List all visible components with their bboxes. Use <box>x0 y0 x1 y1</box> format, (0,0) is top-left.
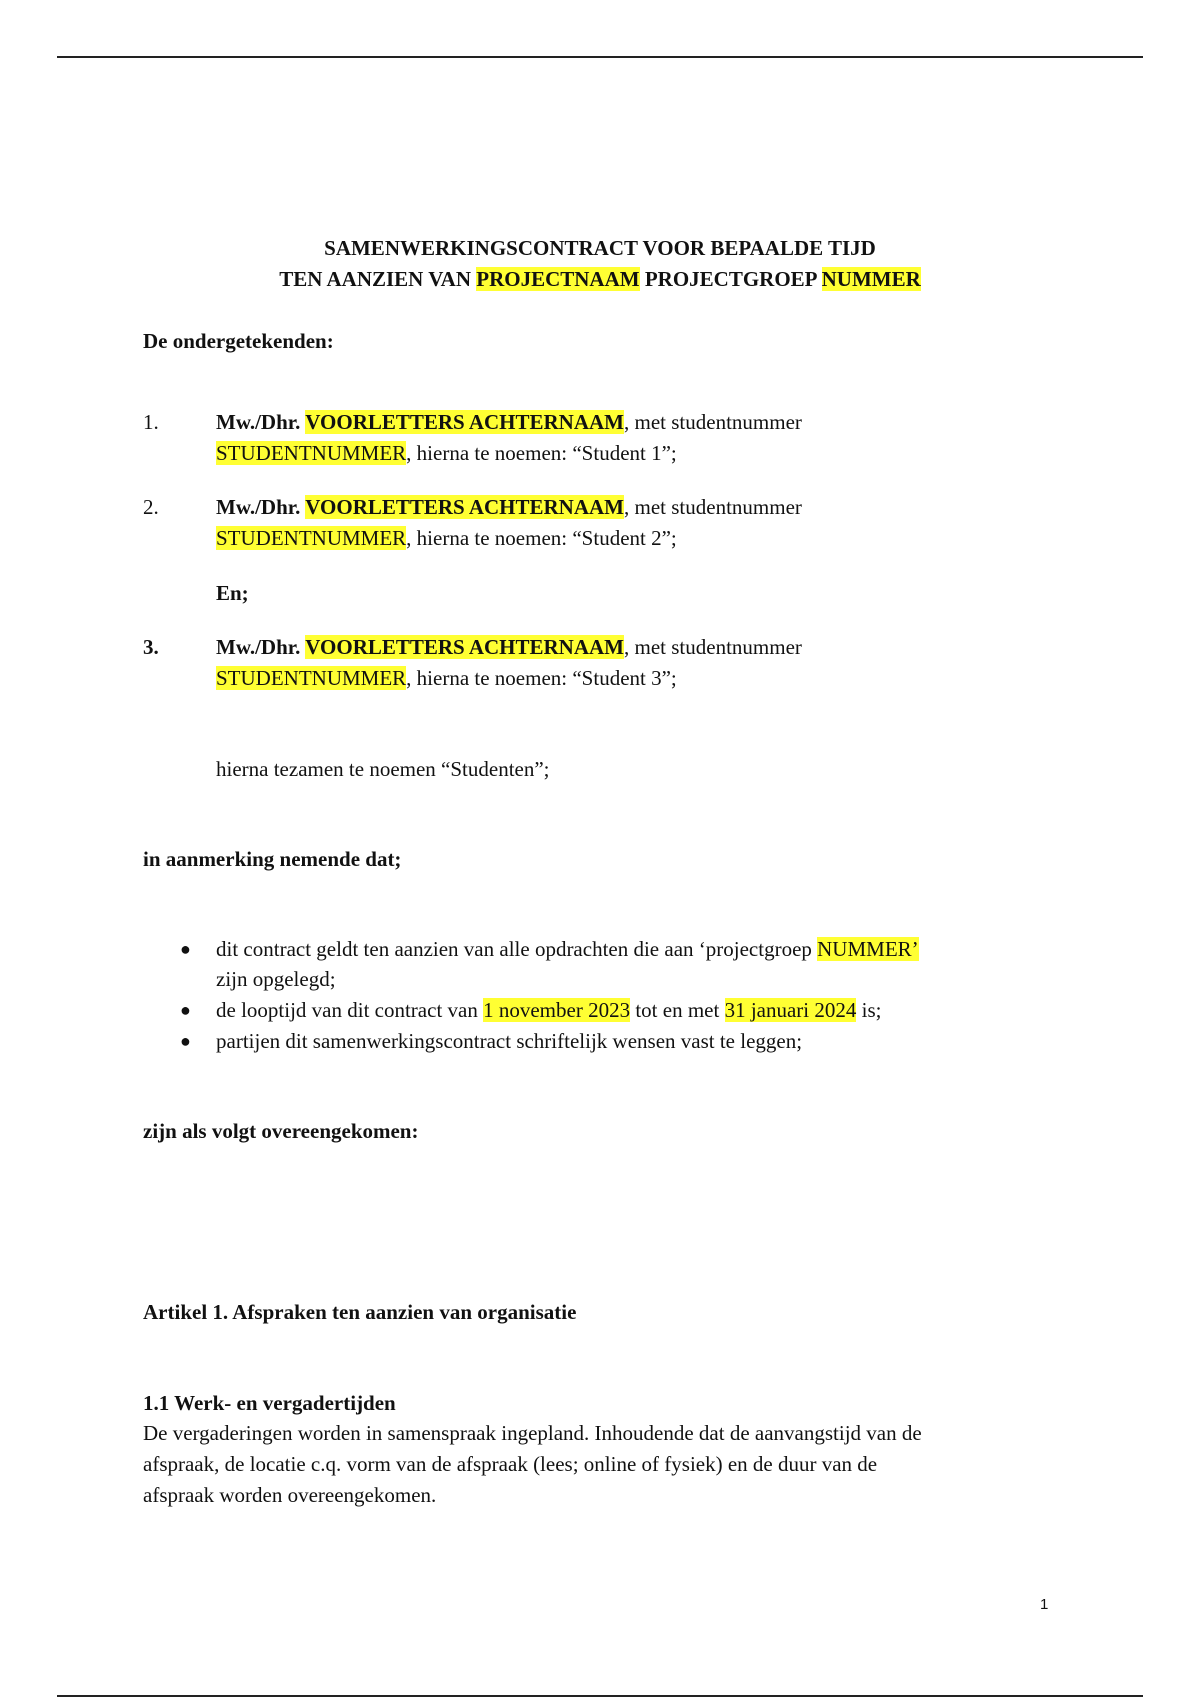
agreed-heading: zijn als volgt overeengekomen: <box>143 1119 419 1143</box>
parties-heading: De ondergetekenden: <box>143 329 334 353</box>
party-1-line-2: STUDENTNUMMER, hierna te noemen: “Student 1”; <box>216 441 677 465</box>
article-1-heading: Artikel 1. Afspraken ten aanzien van organisatie <box>143 1300 577 1324</box>
header-rule <box>57 56 1143 58</box>
considering-heading: in aanmerking nemende dat; <box>143 847 402 871</box>
party-3-line-1: Mw./Dhr. VOORLETTERS ACHTERNAAM, met studentnummer <box>216 635 802 659</box>
party-2-student-number-placeholder: STUDENTNUMMER <box>216 526 407 550</box>
bullet-1-dot: ● <box>180 939 191 959</box>
party-1-number: 1. <box>143 410 159 434</box>
section-1-1-line-3: afspraak worden overeengekomen. <box>143 1483 437 1507</box>
end-date-placeholder: 31 januari 2024 <box>724 998 857 1022</box>
party-3-name-placeholder: VOORLETTERS ACHTERNAAM <box>305 635 624 659</box>
bullet-3: partijen dit samenwerkingscontract schriftelijk wensen vast te leggen; <box>216 1029 803 1053</box>
document-title-line-1: SAMENWERKINGSCONTRACT VOOR BEPAALDE TIJD <box>324 236 876 260</box>
bullet-3-dot: ● <box>180 1031 191 1051</box>
document-title-line-2: TEN AANZIEN VAN PROJECTNAAM PROJECTGROEP NUMMER <box>279 267 921 291</box>
section-1-1-line-2: afspraak, de locatie c.q. vorm van de afspraak (lees; online of fysiek) en de duur van de <box>143 1452 878 1476</box>
party-2-line-1: Mw./Dhr. VOORLETTERS ACHTERNAAM, met studentnummer <box>216 495 802 519</box>
party-1-line-1: Mw./Dhr. VOORLETTERS ACHTERNAAM, met studentnummer <box>216 410 802 434</box>
party-3-student-number-placeholder: STUDENTNUMMER <box>216 666 407 690</box>
bullet-1-line-1: dit contract geldt ten aanzien van alle opdrachten die aan ‘projectgroep NUMMER’ <box>216 937 919 961</box>
group-number-placeholder: NUMMER <box>821 267 921 291</box>
page-number: 1 <box>1040 1596 1049 1613</box>
party-1-name-placeholder: VOORLETTERS ACHTERNAAM <box>305 410 624 434</box>
party-3-number: 3. <box>143 635 159 659</box>
party-2-number: 2. <box>143 495 159 519</box>
bullet-1-line-2: zijn opgelegd; <box>216 967 336 991</box>
together-text: hierna tezamen te noemen “Studenten”; <box>216 757 550 781</box>
and-text: En; <box>216 581 249 605</box>
party-1-student-number-placeholder: STUDENTNUMMER <box>216 441 407 465</box>
party-2-name-placeholder: VOORLETTERS ACHTERNAAM <box>305 495 624 519</box>
section-1-1-line-1: De vergaderingen worden in samenspraak ingepland. Inhoudende dat de aanvangstijd van de <box>143 1421 922 1445</box>
start-date-placeholder: 1 november 2023 <box>483 998 631 1022</box>
party-2-line-2: STUDENTNUMMER, hierna te noemen: “Student 2”; <box>216 526 677 550</box>
bullet-1-number-placeholder: NUMMER’ <box>817 937 919 961</box>
section-1-1-heading: 1.1 Werk- en vergadertijden <box>143 1391 396 1415</box>
bullet-2-dot: ● <box>180 1000 191 1020</box>
footer-rule <box>57 1695 1143 1697</box>
bullet-2: de looptijd van dit contract van 1 november 2023 tot en met 31 januari 2024 is; <box>216 998 882 1022</box>
project-name-placeholder: PROJECTNAAM <box>476 267 640 291</box>
party-3-line-2: STUDENTNUMMER, hierna te noemen: “Student 3”; <box>216 666 677 690</box>
